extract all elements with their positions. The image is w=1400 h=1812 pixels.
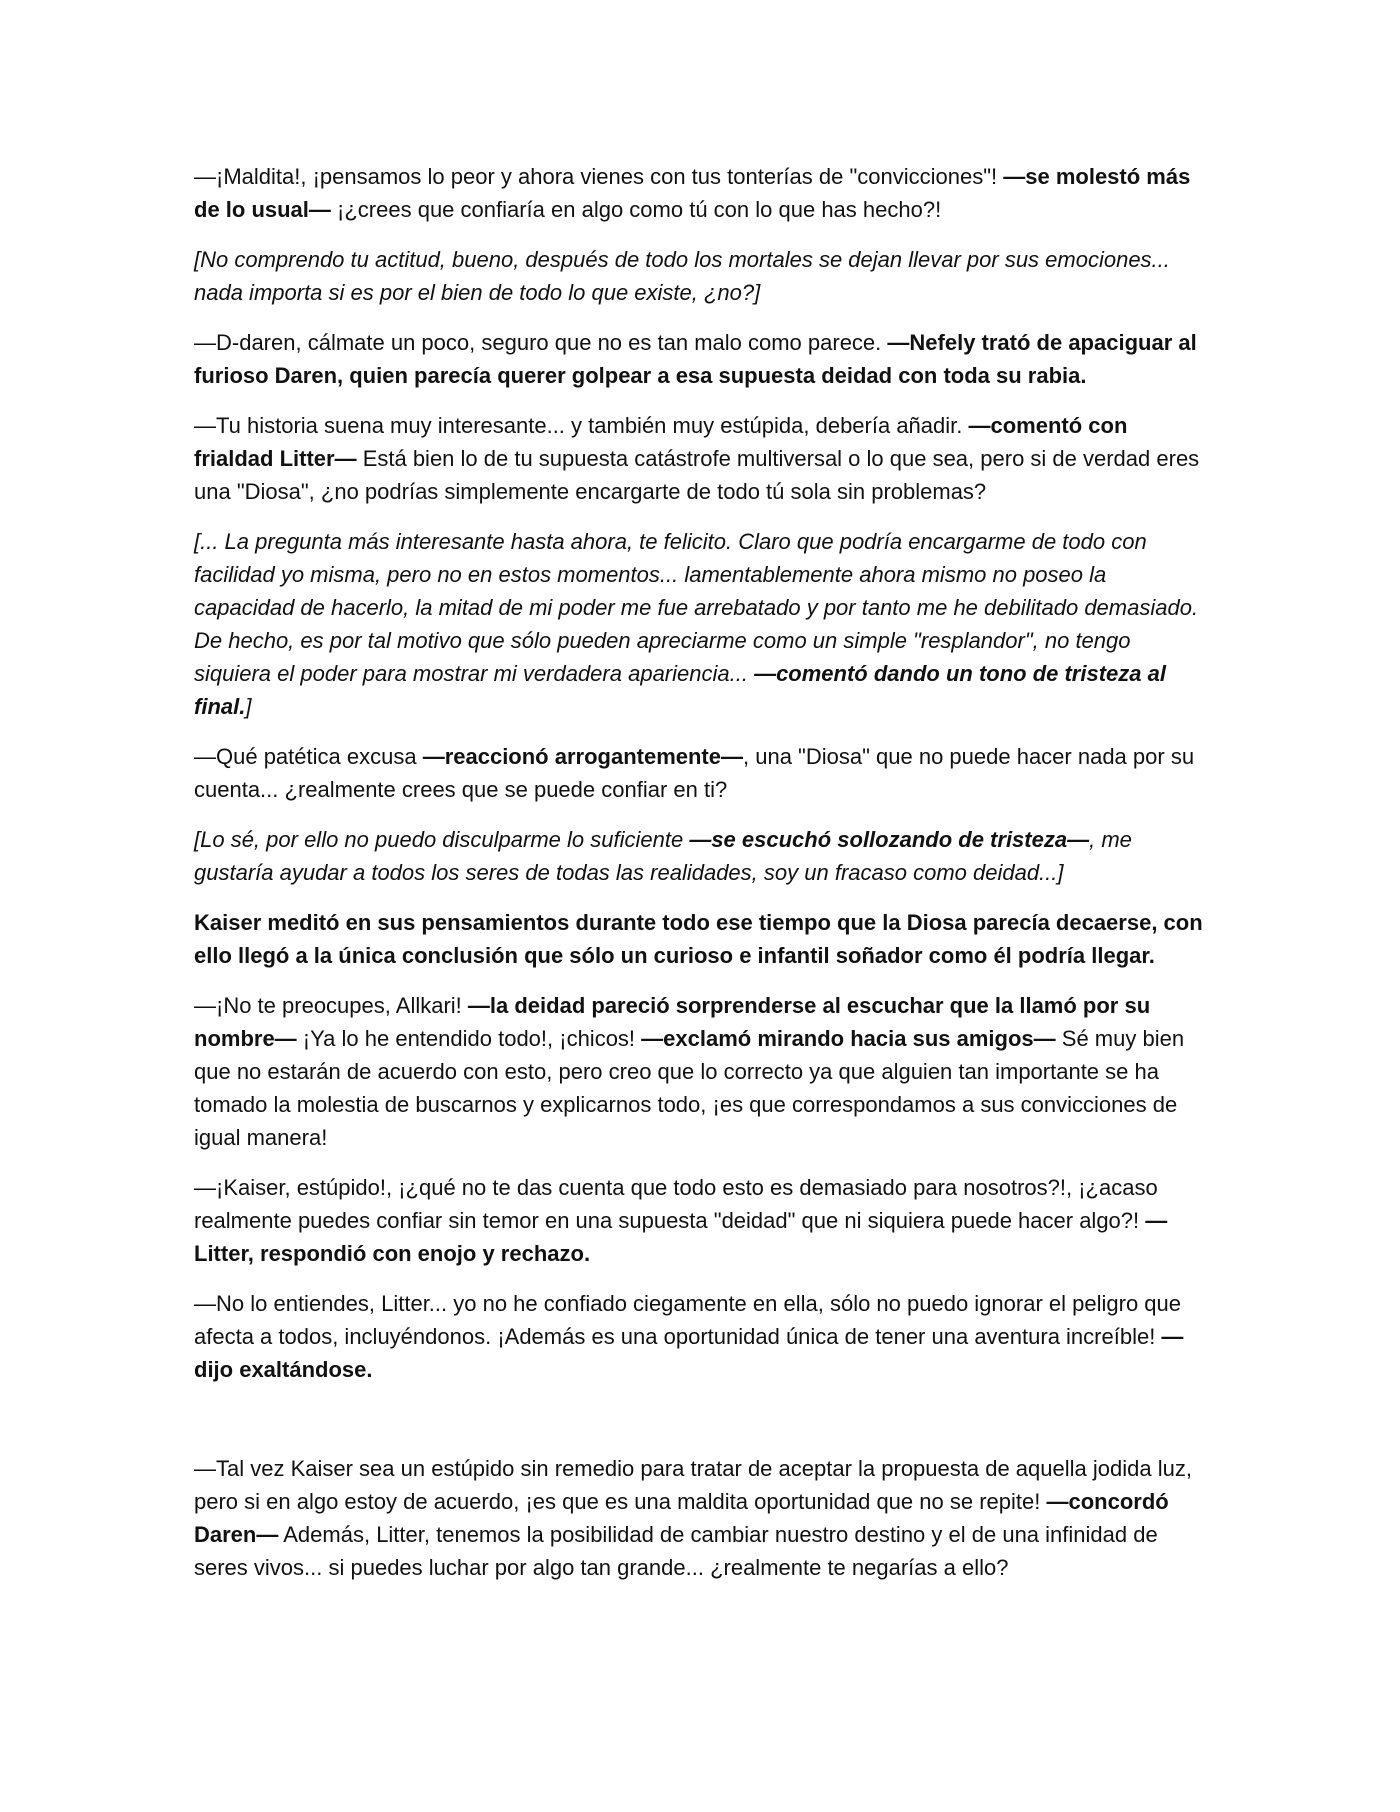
bold-text-run: —se molestó más de lo usual—: [194, 164, 1191, 222]
bold-text-run: Kaiser meditó en sus pensamientos durante todo ese tiempo que la Diosa parecía decaerse, con ello llegó a la única conclusión que sólo un curioso e infantil soñador como él podría llegar.: [194, 910, 1203, 968]
bold-text-run: —se escuchó sollozando de tristeza—: [689, 827, 1090, 852]
text-run: —Tal vez Kaiser sea un estúpido sin remedio para tratar de aceptar la propuesta de aquella jodida luz, pero si en algo estoy de acuerdo, ¡es que es una maldita oportunidad que no se repite!: [194, 1456, 1192, 1514]
dialogue-paragraph: [194, 989, 1210, 1154]
text-run: [... La pregunta más interesante hasta ahora, te felicito. Claro que podría encargarme de todo con facilidad yo misma, pero no en estos momentos... lamentablemente ahora mismo no poseo la capacidad de hacerlo, la mitad de mi poder me fue arrebatado y por tanto me he debilitado demasiado. De hecho, es por tal motivo que sólo pueden apreciarme como un simple "resplandor", no tengo siquiera el poder para mostrar mi verdadera apariencia...: [194, 529, 1199, 686]
text-run: ¡¿crees que confiaría en algo como tú con lo que has hecho?!: [330, 197, 942, 222]
text-run: Sé muy bien que no estarán de acuerdo con esto, pero creo que lo correcto ya que alguien tan importante se ha tomado la molestia de buscarnos y explicarnos todo, ¡es que correspondamos a sus convicciones de igual manera!: [194, 1026, 1185, 1150]
text-run: —Qué patética excusa: [194, 744, 423, 769]
bold-text-run: —comentó con frialdad Litter—: [194, 413, 1128, 471]
text-run: , una "Diosa" que no puede hacer nada por su cuenta... ¿realmente crees que se puede confiar en ti?: [194, 744, 1195, 802]
text-run: ]: [245, 694, 252, 719]
dialogue-paragraph: [194, 326, 1210, 392]
dialogue-paragraph: [194, 160, 1210, 226]
text-run: [Lo sé, por ello no puedo disculparme lo suficiente: [194, 827, 690, 852]
text-run: —¡Maldita!, ¡pensamos lo peor y ahora vienes con tus tonterías de "convicciones"!: [194, 164, 1004, 189]
dialogue-paragraph-italic: [194, 243, 1210, 309]
text-run: Está bien lo de tu supuesta catástrofe multiversal o lo que sea, pero si de verdad eres una "Diosa", ¿no podrías simplemente encargarte de todo tú sola sin problemas?: [194, 446, 1200, 504]
dialogue-paragraph: [194, 906, 1210, 972]
dialogue-paragraph-italic: [194, 525, 1210, 723]
dialogue-paragraph: [194, 1452, 1210, 1584]
dialogue-paragraph: [194, 409, 1210, 508]
dialogue-paragraph: [194, 1171, 1210, 1270]
dialogue-paragraph: [194, 1287, 1210, 1386]
bold-text-run: —concordó Daren—: [194, 1489, 1169, 1547]
bold-text-run: —comentó dando un tono de tristeza al final.: [194, 661, 1166, 719]
bold-text-run: —Litter, respondió con enojo y rechazo.: [194, 1208, 1168, 1266]
text-run: —Tu historia suena muy interesante... y también muy estúpida, debería añadir.: [194, 413, 969, 438]
dialogue-paragraph: [194, 740, 1210, 806]
document-page: [194, 160, 1210, 1601]
bold-text-run: —la deidad pareció sorprenderse al escuchar que la llamó por su nombre—: [194, 993, 1151, 1051]
bold-text-run: —dijo exaltándose.: [194, 1324, 1184, 1382]
text-run: Además, Litter, tenemos la posibilidad de cambiar nuestro destino y el de una infinidad de seres vivos... si puedes luchar por algo tan grande... ¿realmente te negarías a ello?: [194, 1522, 1158, 1580]
bold-text-run: —exclamó mirando hacia sus amigos—: [641, 1026, 1056, 1051]
text-run: , me gustaría ayudar a todos los seres de todas las realidades, soy un fracaso como deidad...]: [194, 827, 1132, 885]
text-run: —¡Kaiser, estúpido!, ¡¿qué no te das cuenta que todo esto es demasiado para nosotros?!, ¡¿acaso realmente puedes confiar sin temor en una supuesta "deidad" que ni siquiera puede hacer algo?!: [194, 1175, 1158, 1233]
dialogue-paragraph-italic: [194, 823, 1210, 889]
bold-text-run: —Nefely trató de apaciguar al furioso Daren, quien parecía querer golpear a esa supuesta deidad con toda su rabia.: [194, 330, 1197, 388]
text-run: —¡No te preocupes, Allkari!: [194, 993, 468, 1018]
text-run: —No lo entiendes, Litter... yo no he confiado ciegamente en ella, sólo no puedo ignorar el peligro que afecta a todos, incluyéndonos. ¡Además es una oportunidad única de tener una aventura increíble!: [194, 1291, 1181, 1349]
bold-text-run: —reaccionó arrogantemente—: [422, 744, 743, 769]
text-run: ¡Ya lo he entendido todo!, ¡chicos!: [296, 1026, 642, 1051]
text-run: [No comprendo tu actitud, bueno, después de todo los mortales se dejan llevar por sus emociones... nada importa si es por el bien de todo lo que existe, ¿no?]: [194, 247, 1170, 305]
text-run: —D-daren, cálmate un poco, seguro que no es tan malo como parece.: [194, 330, 888, 355]
